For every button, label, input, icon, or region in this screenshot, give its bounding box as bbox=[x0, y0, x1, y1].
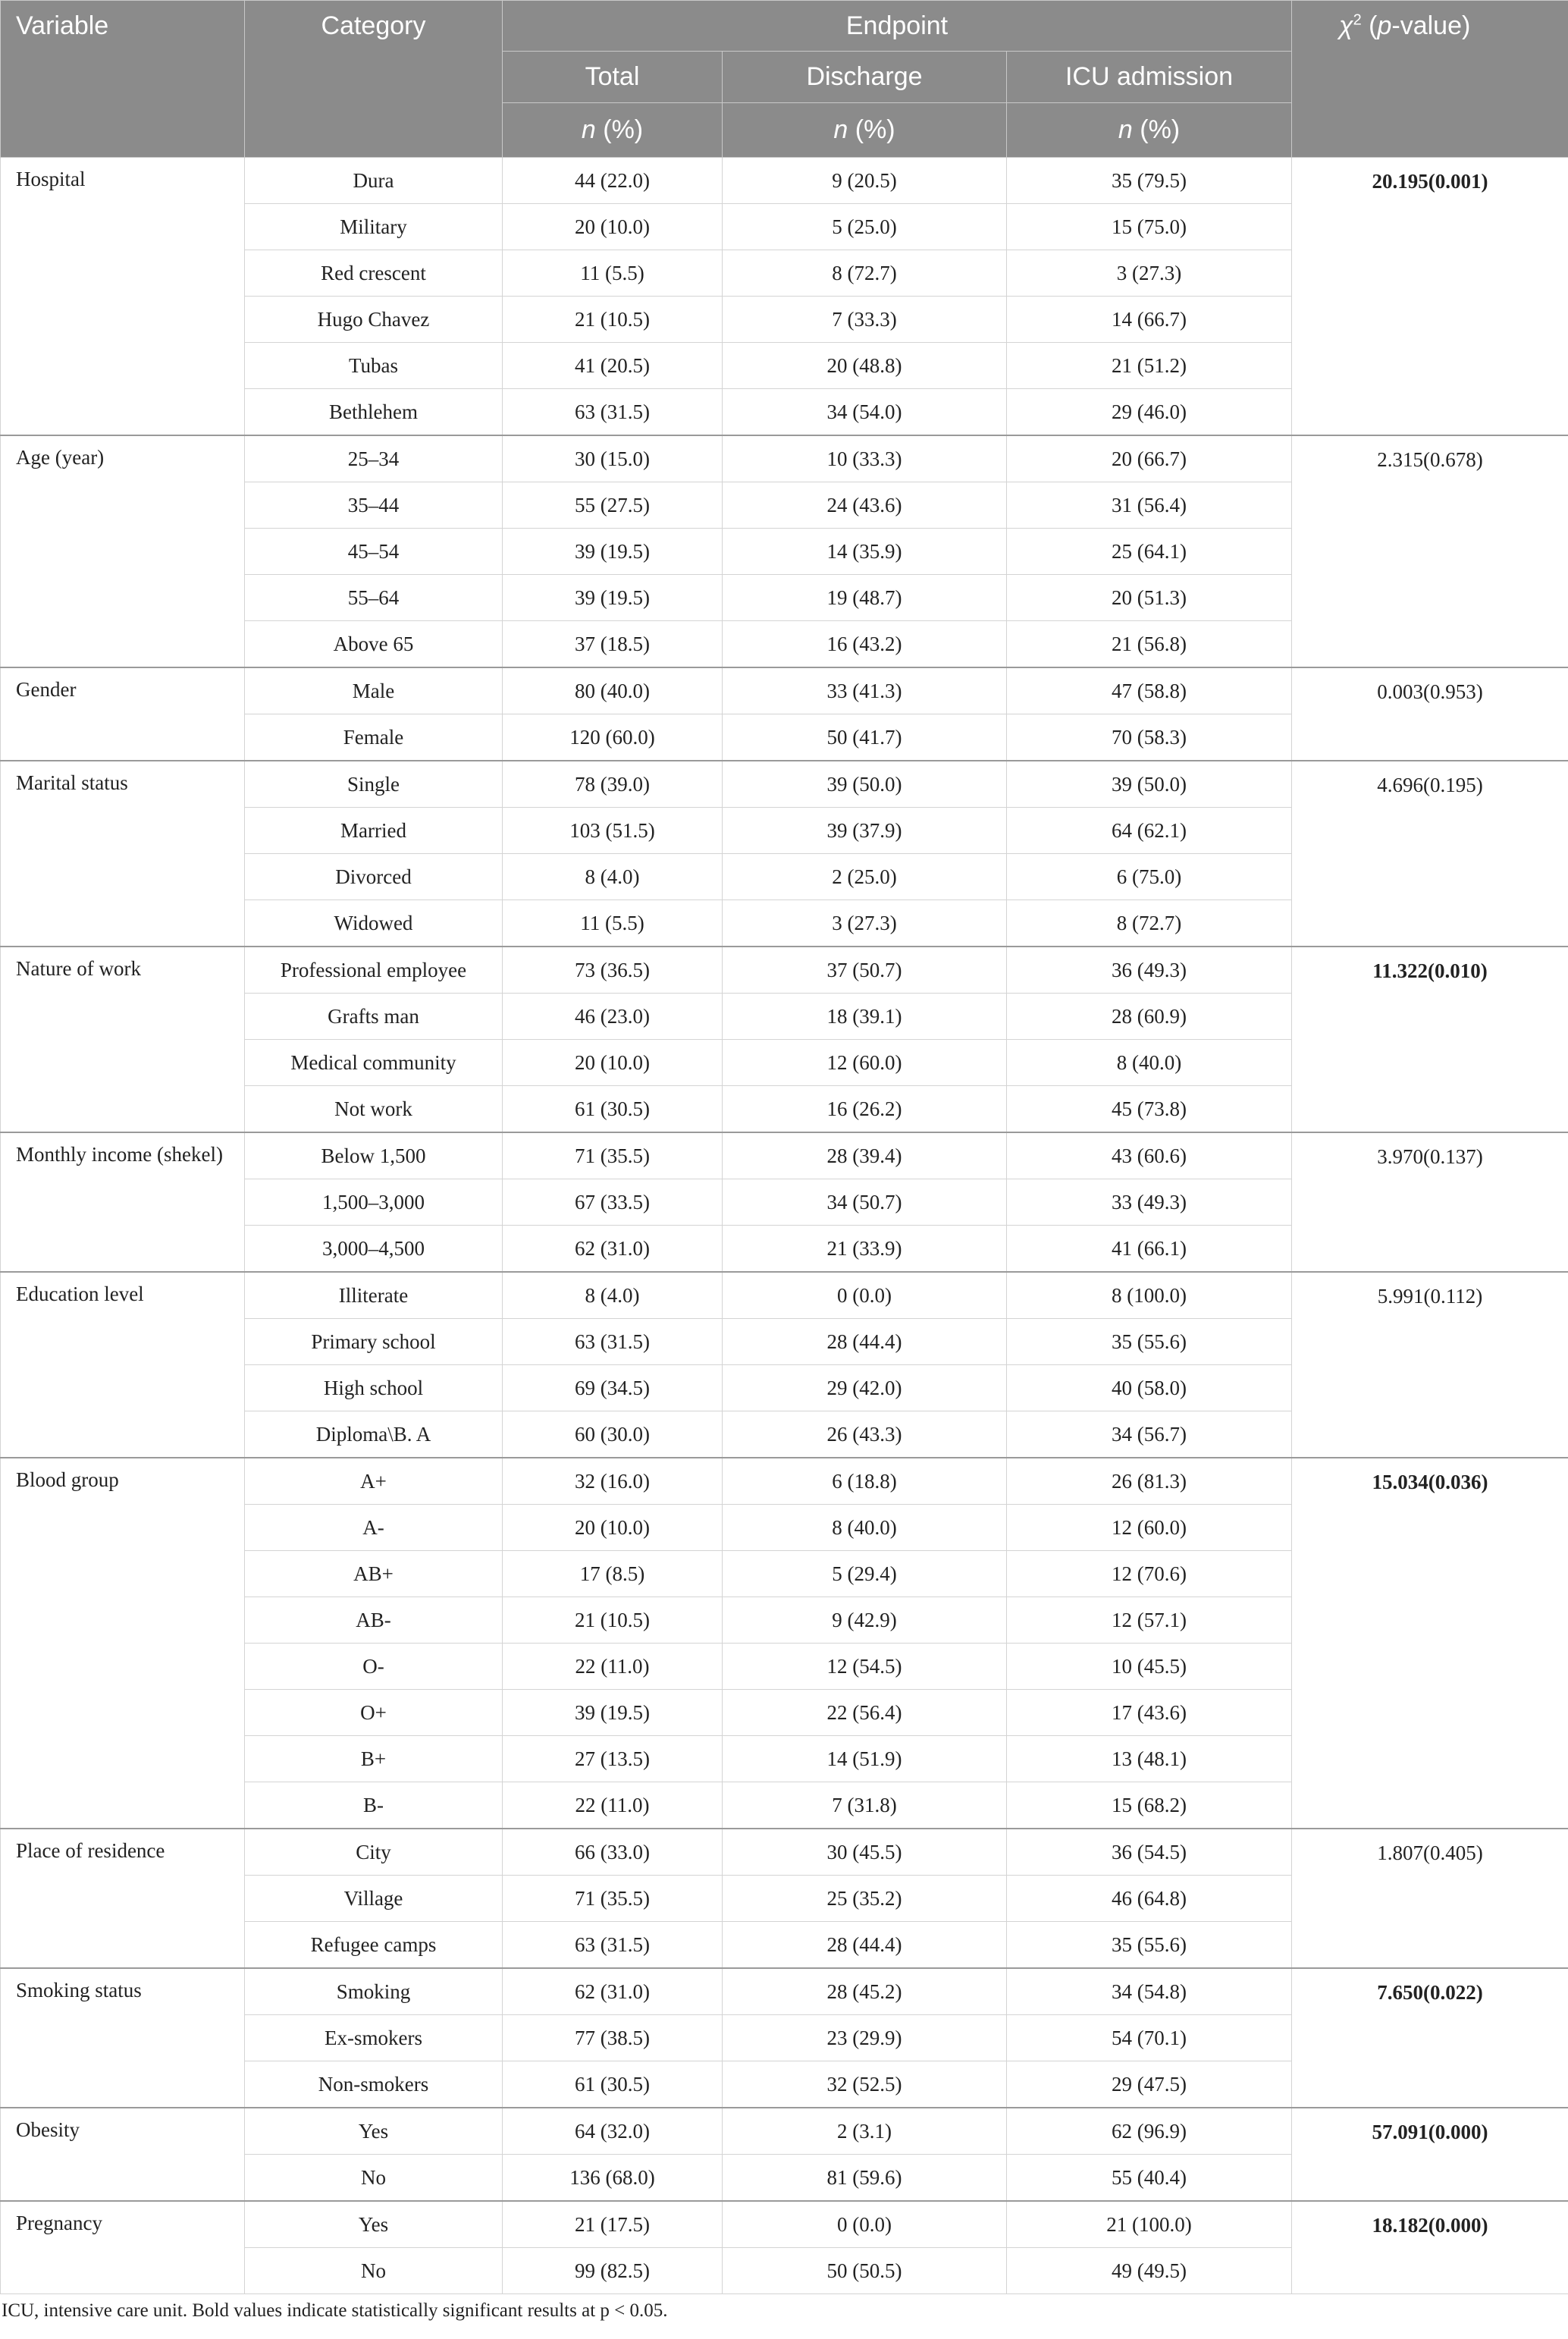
total-cell: 60 (30.0) bbox=[503, 1411, 723, 1458]
icu-cell: 46 (64.8) bbox=[1007, 1876, 1292, 1922]
icu-cell: 12 (57.1) bbox=[1007, 1597, 1292, 1644]
category-cell: Smoking bbox=[245, 1968, 503, 2015]
category-cell: 55–64 bbox=[245, 575, 503, 621]
header-discharge-n: n (%) bbox=[723, 103, 1007, 158]
discharge-cell: 2 (3.1) bbox=[723, 2108, 1007, 2155]
chi-square-cell: 15.034(0.036) bbox=[1292, 1458, 1568, 1829]
category-cell: AB- bbox=[245, 1597, 503, 1644]
variable-label: Pregnancy bbox=[16, 2212, 102, 2234]
table-body bbox=[1, 158, 1568, 2294]
variable-cell bbox=[1, 1132, 245, 1272]
total-cell: 103 (51.5) bbox=[503, 808, 723, 854]
category-cell: Divorced bbox=[245, 854, 503, 900]
table-row bbox=[1, 1829, 1568, 1876]
category-cell: Village bbox=[245, 1876, 503, 1922]
category-cell: City bbox=[245, 1829, 503, 1876]
category-cell: High school bbox=[245, 1365, 503, 1411]
icu-cell: 33 (49.3) bbox=[1007, 1179, 1292, 1226]
header-total-n: n (%) bbox=[503, 103, 723, 158]
category-cell: Tubas bbox=[245, 343, 503, 389]
icu-cell: 12 (60.0) bbox=[1007, 1505, 1292, 1551]
total-cell: 21 (17.5) bbox=[503, 2201, 723, 2248]
discharge-cell: 8 (72.7) bbox=[723, 250, 1007, 297]
category-cell: Illiterate bbox=[245, 1272, 503, 1319]
category-cell: Primary school bbox=[245, 1319, 503, 1365]
category-cell: Professional employee bbox=[245, 947, 503, 994]
category-cell: 35–44 bbox=[245, 482, 503, 529]
icu-cell: 15 (68.2) bbox=[1007, 1782, 1292, 1829]
discharge-cell: 26 (43.3) bbox=[723, 1411, 1007, 1458]
table-row bbox=[1, 761, 1568, 808]
category-cell: Widowed bbox=[245, 900, 503, 947]
discharge-cell: 9 (20.5) bbox=[723, 158, 1007, 204]
header-category: Category bbox=[245, 1, 503, 158]
discharge-cell: 12 (54.5) bbox=[723, 1644, 1007, 1690]
total-cell: 77 (38.5) bbox=[503, 2015, 723, 2061]
header-total: Total bbox=[503, 52, 723, 103]
total-cell: 27 (13.5) bbox=[503, 1736, 723, 1782]
discharge-cell: 20 (48.8) bbox=[723, 343, 1007, 389]
variable-label: Nature of work bbox=[16, 957, 141, 980]
discharge-cell: 34 (50.7) bbox=[723, 1179, 1007, 1226]
category-cell: O+ bbox=[245, 1690, 503, 1736]
total-cell: 11 (5.5) bbox=[503, 250, 723, 297]
chi-square-cell: 1.807(0.405) bbox=[1292, 1829, 1568, 1968]
total-cell: 67 (33.5) bbox=[503, 1179, 723, 1226]
total-cell: 22 (11.0) bbox=[503, 1782, 723, 1829]
total-cell: 62 (31.0) bbox=[503, 1968, 723, 2015]
header-chi-square: $\chi^2$ (p-value) bbox=[1292, 1, 1568, 158]
table-row bbox=[1, 667, 1568, 714]
icu-cell: 21 (56.8) bbox=[1007, 621, 1292, 668]
total-cell: 44 (22.0) bbox=[503, 158, 723, 204]
discharge-cell: 34 (54.0) bbox=[723, 389, 1007, 436]
discharge-cell: 33 (41.3) bbox=[723, 667, 1007, 714]
total-cell: 22 (11.0) bbox=[503, 1644, 723, 1690]
category-cell: 3,000–4,500 bbox=[245, 1226, 503, 1273]
icu-cell: 35 (55.6) bbox=[1007, 1922, 1292, 1969]
discharge-cell: 23 (29.9) bbox=[723, 2015, 1007, 2061]
table-row bbox=[1, 2108, 1568, 2155]
icu-cell: 43 (60.6) bbox=[1007, 1132, 1292, 1179]
variable-cell bbox=[1, 761, 245, 947]
variable-cell bbox=[1, 1829, 245, 1968]
discharge-cell: 81 (59.6) bbox=[723, 2155, 1007, 2202]
discharge-cell: 16 (43.2) bbox=[723, 621, 1007, 668]
chi-square-cell: 20.195(0.001) bbox=[1292, 158, 1568, 436]
icu-cell: 20 (66.7) bbox=[1007, 435, 1292, 482]
discharge-cell: 39 (50.0) bbox=[723, 761, 1007, 808]
total-cell: 99 (82.5) bbox=[503, 2248, 723, 2294]
category-cell: Female bbox=[245, 714, 503, 761]
discharge-cell: 32 (52.5) bbox=[723, 2061, 1007, 2108]
category-cell: Single bbox=[245, 761, 503, 808]
category-cell: Medical community bbox=[245, 1040, 503, 1086]
total-cell: 11 (5.5) bbox=[503, 900, 723, 947]
discharge-cell: 5 (25.0) bbox=[723, 204, 1007, 250]
discharge-cell: 37 (50.7) bbox=[723, 947, 1007, 994]
icu-cell: 8 (40.0) bbox=[1007, 1040, 1292, 1086]
chi-square-cell: 0.003(0.953) bbox=[1292, 667, 1568, 761]
total-cell: 78 (39.0) bbox=[503, 761, 723, 808]
category-cell: 1,500–3,000 bbox=[245, 1179, 503, 1226]
variable-cell bbox=[1, 1458, 245, 1829]
total-cell: 20 (10.0) bbox=[503, 204, 723, 250]
icu-cell: 15 (75.0) bbox=[1007, 204, 1292, 250]
discharge-cell: 21 (33.9) bbox=[723, 1226, 1007, 1273]
icu-cell: 34 (56.7) bbox=[1007, 1411, 1292, 1458]
variable-label: Blood group bbox=[16, 1468, 119, 1491]
category-cell: Married bbox=[245, 808, 503, 854]
total-cell: 32 (16.0) bbox=[503, 1458, 723, 1505]
variable-label: Monthly income (shekel) bbox=[16, 1143, 223, 1166]
total-cell: 136 (68.0) bbox=[503, 2155, 723, 2202]
category-cell: Ex-smokers bbox=[245, 2015, 503, 2061]
table-row bbox=[1, 158, 1568, 204]
total-cell: 21 (10.5) bbox=[503, 1597, 723, 1644]
total-cell: 71 (35.5) bbox=[503, 1132, 723, 1179]
discharge-cell: 18 (39.1) bbox=[723, 994, 1007, 1040]
total-cell: 69 (34.5) bbox=[503, 1365, 723, 1411]
total-cell: 20 (10.0) bbox=[503, 1040, 723, 1086]
total-cell: 64 (32.0) bbox=[503, 2108, 723, 2155]
icu-cell: 31 (56.4) bbox=[1007, 482, 1292, 529]
total-cell: 41 (20.5) bbox=[503, 343, 723, 389]
variable-label: Gender bbox=[16, 678, 77, 701]
total-cell: 37 (18.5) bbox=[503, 621, 723, 668]
total-cell: 30 (15.0) bbox=[503, 435, 723, 482]
variable-cell bbox=[1, 2108, 245, 2201]
icu-cell: 36 (49.3) bbox=[1007, 947, 1292, 994]
discharge-cell: 28 (44.4) bbox=[723, 1319, 1007, 1365]
icu-cell: 29 (46.0) bbox=[1007, 389, 1292, 436]
discharge-cell: 14 (51.9) bbox=[723, 1736, 1007, 1782]
category-cell: Refugee camps bbox=[245, 1922, 503, 1969]
variable-label: Obesity bbox=[16, 2118, 80, 2141]
category-cell: Dura bbox=[245, 158, 503, 204]
total-cell: 46 (23.0) bbox=[503, 994, 723, 1040]
discharge-cell: 12 (60.0) bbox=[723, 1040, 1007, 1086]
table-header bbox=[1, 1, 1568, 158]
total-cell: 66 (33.0) bbox=[503, 1829, 723, 1876]
icu-cell: 25 (64.1) bbox=[1007, 529, 1292, 575]
discharge-cell: 7 (33.3) bbox=[723, 297, 1007, 343]
category-cell: Grafts man bbox=[245, 994, 503, 1040]
discharge-cell: 9 (42.9) bbox=[723, 1597, 1007, 1644]
discharge-cell: 14 (35.9) bbox=[723, 529, 1007, 575]
chi-square-cell: 57.091(0.000) bbox=[1292, 2108, 1568, 2201]
chi-square-cell: 4.696(0.195) bbox=[1292, 761, 1568, 947]
total-cell: 61 (30.5) bbox=[503, 2061, 723, 2108]
discharge-cell: 8 (40.0) bbox=[723, 1505, 1007, 1551]
table-row bbox=[1, 1132, 1568, 1179]
category-cell: AB+ bbox=[245, 1551, 503, 1597]
icu-cell: 17 (43.6) bbox=[1007, 1690, 1292, 1736]
variable-label: Age (year) bbox=[16, 446, 105, 469]
chi-square-cell: 3.970(0.137) bbox=[1292, 1132, 1568, 1272]
variable-label: Smoking status bbox=[16, 1979, 142, 2001]
category-cell: B+ bbox=[245, 1736, 503, 1782]
variable-cell bbox=[1, 2201, 245, 2294]
icu-cell: 35 (55.6) bbox=[1007, 1319, 1292, 1365]
table-row bbox=[1, 2201, 1568, 2248]
table-footnote: ICU, intensive care unit. Bold values indicate statistically significant results at p < 0.05. bbox=[2, 2300, 668, 2321]
category-cell: Male bbox=[245, 667, 503, 714]
discharge-cell: 50 (50.5) bbox=[723, 2248, 1007, 2294]
category-cell: No bbox=[245, 2155, 503, 2202]
chi-square-cell: 2.315(0.678) bbox=[1292, 435, 1568, 667]
total-cell: 39 (19.5) bbox=[503, 529, 723, 575]
category-cell: Diploma\B. A bbox=[245, 1411, 503, 1458]
icu-cell: 70 (58.3) bbox=[1007, 714, 1292, 761]
total-cell: 39 (19.5) bbox=[503, 575, 723, 621]
discharge-cell: 25 (35.2) bbox=[723, 1876, 1007, 1922]
table-row bbox=[1, 1968, 1568, 2015]
icu-cell: 12 (70.6) bbox=[1007, 1551, 1292, 1597]
table-row bbox=[1, 1458, 1568, 1505]
total-cell: 120 (60.0) bbox=[503, 714, 723, 761]
category-cell: Non-smokers bbox=[245, 2061, 503, 2108]
icu-cell: 62 (96.9) bbox=[1007, 2108, 1292, 2155]
total-cell: 61 (30.5) bbox=[503, 1086, 723, 1133]
icu-cell: 20 (51.3) bbox=[1007, 575, 1292, 621]
table-row bbox=[1, 435, 1568, 482]
discharge-cell: 0 (0.0) bbox=[723, 1272, 1007, 1319]
header-icu-n: n (%) bbox=[1007, 103, 1292, 158]
total-cell: 63 (31.5) bbox=[503, 1319, 723, 1365]
icu-cell: 35 (79.5) bbox=[1007, 158, 1292, 204]
category-cell: 45–54 bbox=[245, 529, 503, 575]
variable-cell bbox=[1, 947, 245, 1132]
total-cell: 73 (36.5) bbox=[503, 947, 723, 994]
discharge-cell: 39 (37.9) bbox=[723, 808, 1007, 854]
category-cell: Hugo Chavez bbox=[245, 297, 503, 343]
total-cell: 71 (35.5) bbox=[503, 1876, 723, 1922]
chi-square-cell: 7.650(0.022) bbox=[1292, 1968, 1568, 2108]
category-cell: No bbox=[245, 2248, 503, 2294]
discharge-cell: 29 (42.0) bbox=[723, 1365, 1007, 1411]
icu-cell: 40 (58.0) bbox=[1007, 1365, 1292, 1411]
variable-label: Hospital bbox=[16, 168, 86, 190]
total-cell: 8 (4.0) bbox=[503, 854, 723, 900]
variable-cell bbox=[1, 158, 245, 436]
icu-cell: 39 (50.0) bbox=[1007, 761, 1292, 808]
discharge-cell: 28 (44.4) bbox=[723, 1922, 1007, 1969]
discharge-cell: 16 (26.2) bbox=[723, 1086, 1007, 1133]
total-cell: 17 (8.5) bbox=[503, 1551, 723, 1597]
category-cell: Bethlehem bbox=[245, 389, 503, 436]
total-cell: 21 (10.5) bbox=[503, 297, 723, 343]
discharge-cell: 22 (56.4) bbox=[723, 1690, 1007, 1736]
discharge-cell: 5 (29.4) bbox=[723, 1551, 1007, 1597]
icu-cell: 49 (49.5) bbox=[1007, 2248, 1292, 2294]
total-cell: 62 (31.0) bbox=[503, 1226, 723, 1273]
category-cell: A- bbox=[245, 1505, 503, 1551]
header-variable: Variable bbox=[1, 1, 245, 158]
icu-cell: 8 (100.0) bbox=[1007, 1272, 1292, 1319]
icu-cell: 34 (54.8) bbox=[1007, 1968, 1292, 2015]
variable-cell bbox=[1, 1968, 245, 2108]
discharge-cell: 24 (43.6) bbox=[723, 482, 1007, 529]
discharge-cell: 28 (45.2) bbox=[723, 1968, 1007, 2015]
chi-square-cell: 5.991(0.112) bbox=[1292, 1272, 1568, 1458]
discharge-cell: 30 (45.5) bbox=[723, 1829, 1007, 1876]
category-cell: O- bbox=[245, 1644, 503, 1690]
table-row bbox=[1, 1272, 1568, 1319]
total-cell: 20 (10.0) bbox=[503, 1505, 723, 1551]
category-cell: Below 1,500 bbox=[245, 1132, 503, 1179]
variable-cell bbox=[1, 1272, 245, 1458]
variable-label: Education level bbox=[16, 1283, 144, 1305]
icu-cell: 14 (66.7) bbox=[1007, 297, 1292, 343]
total-cell: 80 (40.0) bbox=[503, 667, 723, 714]
category-cell: Yes bbox=[245, 2201, 503, 2248]
category-cell: Military bbox=[245, 204, 503, 250]
discharge-cell: 0 (0.0) bbox=[723, 2201, 1007, 2248]
total-cell: 63 (31.5) bbox=[503, 1922, 723, 1969]
discharge-cell: 3 (27.3) bbox=[723, 900, 1007, 947]
icu-cell: 6 (75.0) bbox=[1007, 854, 1292, 900]
header-icu-admission: ICU admission bbox=[1007, 52, 1292, 103]
table-row bbox=[1, 947, 1568, 994]
discharge-cell: 19 (48.7) bbox=[723, 575, 1007, 621]
header-endpoint: Endpoint bbox=[503, 1, 1292, 52]
icu-cell: 64 (62.1) bbox=[1007, 808, 1292, 854]
chi-square-cell: 18.182(0.000) bbox=[1292, 2201, 1568, 2294]
total-cell: 39 (19.5) bbox=[503, 1690, 723, 1736]
icu-cell: 8 (72.7) bbox=[1007, 900, 1292, 947]
header-discharge: Discharge bbox=[723, 52, 1007, 103]
total-cell: 63 (31.5) bbox=[503, 389, 723, 436]
icu-cell: 54 (70.1) bbox=[1007, 2015, 1292, 2061]
variable-label: Place of residence bbox=[16, 1839, 165, 1862]
discharge-cell: 10 (33.3) bbox=[723, 435, 1007, 482]
icu-cell: 41 (66.1) bbox=[1007, 1226, 1292, 1273]
icu-cell: 28 (60.9) bbox=[1007, 994, 1292, 1040]
icu-cell: 29 (47.5) bbox=[1007, 2061, 1292, 2108]
icu-cell: 10 (45.5) bbox=[1007, 1644, 1292, 1690]
category-cell: Red crescent bbox=[245, 250, 503, 297]
variable-cell bbox=[1, 667, 245, 761]
icu-cell: 3 (27.3) bbox=[1007, 250, 1292, 297]
category-cell: Above 65 bbox=[245, 621, 503, 668]
icu-cell: 21 (100.0) bbox=[1007, 2201, 1292, 2248]
discharge-cell: 2 (25.0) bbox=[723, 854, 1007, 900]
icu-cell: 13 (48.1) bbox=[1007, 1736, 1292, 1782]
icu-cell: 47 (58.8) bbox=[1007, 667, 1292, 714]
discharge-cell: 6 (18.8) bbox=[723, 1458, 1007, 1505]
variable-label: Marital status bbox=[16, 771, 128, 794]
icu-cell: 45 (73.8) bbox=[1007, 1086, 1292, 1133]
chi-square-cell: 11.322(0.010) bbox=[1292, 947, 1568, 1132]
category-cell: A+ bbox=[245, 1458, 503, 1505]
icu-cell: 26 (81.3) bbox=[1007, 1458, 1292, 1505]
discharge-cell: 50 (41.7) bbox=[723, 714, 1007, 761]
icu-cell: 55 (40.4) bbox=[1007, 2155, 1292, 2202]
icu-cell: 36 (54.5) bbox=[1007, 1829, 1292, 1876]
category-cell: 25–34 bbox=[245, 435, 503, 482]
category-cell: Not work bbox=[245, 1086, 503, 1133]
total-cell: 55 (27.5) bbox=[503, 482, 723, 529]
discharge-cell: 28 (39.4) bbox=[723, 1132, 1007, 1179]
icu-cell: 21 (51.2) bbox=[1007, 343, 1292, 389]
category-cell: Yes bbox=[245, 2108, 503, 2155]
category-cell: B- bbox=[245, 1782, 503, 1829]
variable-cell bbox=[1, 435, 245, 667]
discharge-cell: 7 (31.8) bbox=[723, 1782, 1007, 1829]
total-cell: 8 (4.0) bbox=[503, 1272, 723, 1319]
